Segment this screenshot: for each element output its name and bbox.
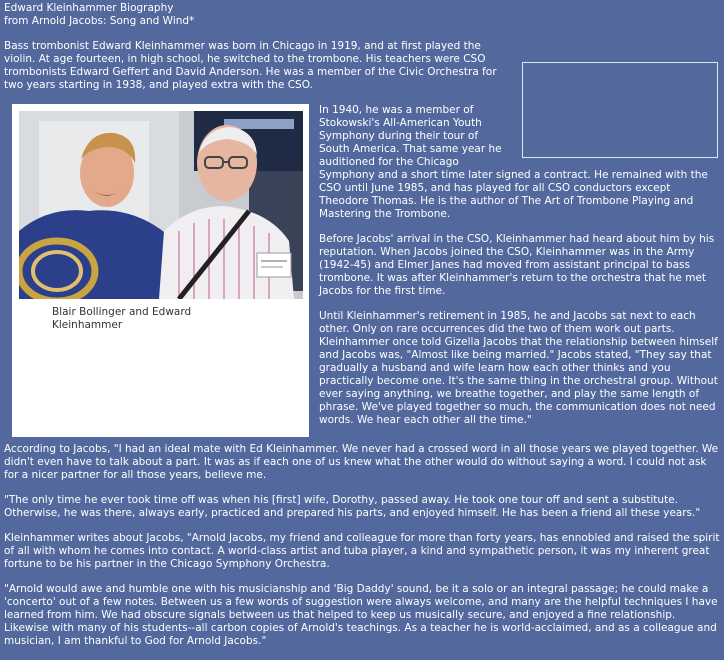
photo-caption: Blair Bollinger and Edward Kleinhammer (52, 306, 192, 331)
paragraph-time-off: "The only time he ever took time off was when his [first] wife, Dorothy, passed away. He took one tour off and sent a substitute. Otherwise, he was there, always early, practiced and prepared his parts, and enjoyed himself. He has been a friend all these years." (4, 494, 701, 519)
paragraph-before-jacobs: Before Jacobs' arrival in the CSO, Kleinhammer had heard about him by his reputation. When Jacobs joined the CSO, Kleinhammer was in the Army (1942-45) and Elmer Janes had moved from assistant principal to bass trombone. It was after Kleinhammer's return to the orchestra that he met Jacobs for the first time. (319, 233, 715, 297)
empty-frame (522, 62, 718, 158)
paragraph-career: In 1940, he was a member of Stokowski's All-American Youth Symphony during their tour of South America. That same year he auditioned for the Chicago Symphony and a short time later signed a contract. He remained with the CSO until June 1985, and has played for all CSO conductors except Theodore Thomas. He is the author of The Art of Trombone Playing and Mastering the Trombone. (319, 104, 708, 220)
photo-figure (12, 104, 309, 437)
photo-illustration (19, 111, 303, 299)
paragraph-text: Bass trombonist Edward Kleinhammer was born in Chicago in 1919, and at first played the violin. At age fourteen, in high school, he switched to the trombone. His teachers were CSO trombonists Edward Geffert and David Anderson. He was a member of the Civic Orchestra for two years starting in 1938, and played extra with the CSO. (4, 40, 497, 91)
header (4, 2, 720, 28)
paragraph-retirement: Until Kleinhammer's retirement in 1985, he and Jacobs sat next to each other. Only on rare occurrences did the two of them work out parts. Kleinhammer once told Gizella Jacobs that the relationship between himself and Jacobs was, "Almost like being married." Jacobs stated, "They say that gradually a husband and wife learn how each other thinks and you practically become one. It's the same thing in the orchestral group. Without ever saying anything, we breathe together, and play the same length of phrase. We've played together so much, the communication does not need words. We hear each other all the time." (319, 310, 718, 426)
paragraph-jacobs-quote: According to Jacobs, "I had an ideal mate with Ed Kleinhammer. We never had a crossed word in all those years we played together. We didn't even have to talk about a part. It was as if each one of us knew what the other would do without saying a word. I could not ask for a nicer partner for all those years, believe me. (4, 443, 719, 481)
page-source: from Arnold Jacobs: Song and Wind* (4, 15, 195, 27)
paragraph-kleinhammer-writes: Kleinhammer writes about Jacobs, "Arnold Jacobs, my friend and colleague for more than forty years, has ennobled and raised the spirit of all with whom he comes into contact. A world-class artist and tuba player, a kind and sympathetic person, it was my inherent great fortune to be his partner in the Chicago Symphony Orchestra. (4, 532, 720, 570)
page-title: Edward Kleinhammer Biography (4, 2, 174, 14)
paragraph-arnold-awe: "Arnold would awe and humble one with his musicianship and 'Big Daddy' sound, be it a solo or an integral passage; he could make a 'concerto' out of a few notes. Between us a few words of suggestion were always welcome, and many are the helpful techniques I have learned from him. We had obscure signals between us that helped to keep us musically secure, and enjoyed a fine relationship. Likewise with many of his students--all carbon copies of Arnold's teachings. As a teacher he is world-acclaimed, and as a colleague and musician, I am thankful to God for Arnold Jacobs." (4, 583, 718, 647)
page (4, 2, 720, 660)
paragraph-intro (4, 40, 720, 92)
article-top (4, 40, 720, 443)
photo (19, 111, 303, 299)
